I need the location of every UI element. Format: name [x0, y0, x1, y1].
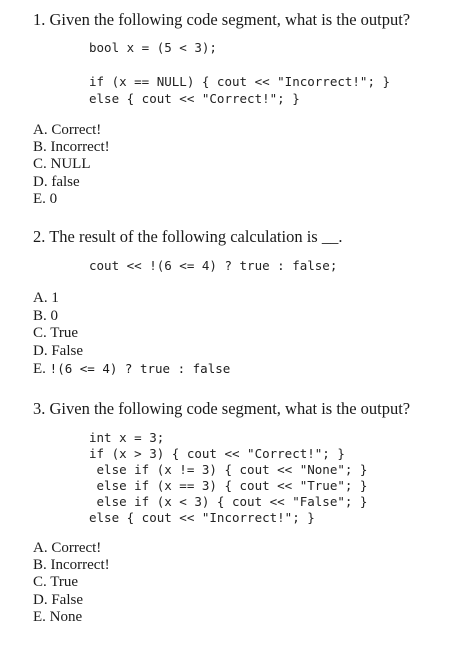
code-line: else if (x == 3) { cout << "True"; }: [89, 478, 368, 493]
option-e-label: E.: [33, 361, 50, 377]
option-c: C. True: [33, 574, 79, 590]
option-b: B. Incorrect!: [33, 557, 110, 573]
option-a: A. 1: [33, 290, 59, 306]
code-line: else if (x < 3) { cout << "False"; }: [89, 494, 368, 509]
code-line: else { cout << "Correct!"; }: [89, 91, 300, 106]
option-e: [33, 361, 230, 378]
question-3-text: 3. Given the following code segment, what is the output?: [33, 399, 411, 418]
option-b: B. 0: [33, 308, 59, 324]
code-line: else { cout << "Incorrect!"; }: [89, 510, 315, 525]
code-line: bool x = (5 < 3);: [89, 40, 217, 55]
option-e: E. None: [33, 609, 83, 625]
option-e-code: !(6 <= 4) ? true : false: [49, 361, 231, 376]
option-a: A. Correct!: [33, 122, 102, 138]
option-d: D. False: [33, 343, 83, 359]
question-2-code: cout << !(6 <= 4) ? true : false;: [89, 258, 338, 273]
code-line: int x = 3;: [89, 430, 165, 445]
option-e: E. 0: [33, 191, 58, 207]
code-line: if (x > 3) { cout << "Correct!"; }: [89, 446, 345, 461]
option-c: C. NULL: [33, 156, 91, 172]
code-line: if (x == NULL) { cout << "Incorrect!"; }: [89, 74, 391, 89]
question-2-text: 2. The result of the following calculation is __.: [33, 227, 343, 246]
code-line: else if (x != 3) { cout << "None"; }: [89, 462, 368, 477]
option-d: D. False: [33, 592, 83, 608]
option-a: A. Correct!: [33, 540, 102, 556]
option-d: D. false: [33, 174, 80, 190]
question-1-text: 1. Given the following code segment, what is the output?: [33, 10, 411, 29]
option-b: B. Incorrect!: [33, 139, 110, 155]
option-c: C. True: [33, 325, 79, 341]
